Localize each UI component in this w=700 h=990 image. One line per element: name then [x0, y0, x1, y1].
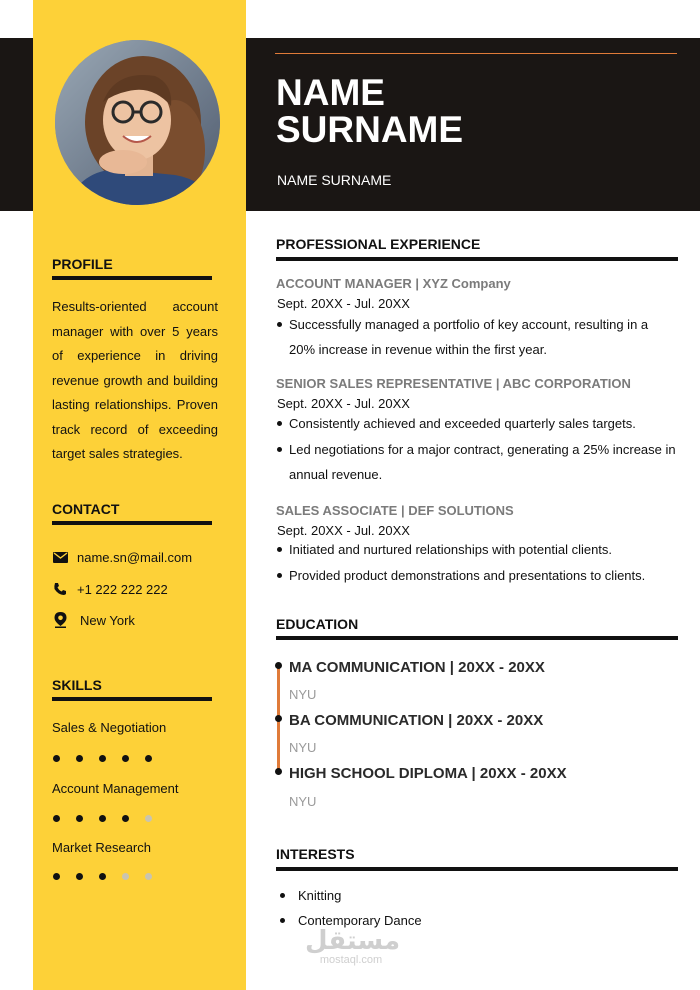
timeline-dot — [275, 768, 282, 775]
rating-dot-filled — [76, 873, 83, 880]
rating-dot-filled — [122, 755, 129, 762]
contact-phone — [52, 581, 168, 597]
profile-text: Results-oriented account manager with over 5 years of experience in driving revenue growth and building lasting relationships. Proven track record of exceeding target sales strategies. — [52, 299, 218, 461]
job-dates: Sept. 20XX - Jul. 20XX — [277, 296, 410, 311]
job-title: SALES ASSOCIATE | DEF SOLUTIONS — [276, 503, 514, 518]
profile-heading: PROFILE — [52, 256, 113, 272]
skill-name: Account Management — [52, 781, 179, 796]
interests-heading: INTERESTS — [276, 846, 355, 862]
rating-dot-empty — [145, 873, 152, 880]
rating-dot-filled — [99, 873, 106, 880]
timeline-dot — [275, 662, 282, 669]
rating-dot-filled — [99, 755, 106, 762]
skill-name: Sales & Negotiation — [52, 720, 167, 735]
contact-email-text: name.sn@mail.com — [77, 549, 193, 565]
skill-rating — [53, 815, 168, 822]
rating-dot-filled — [53, 873, 60, 880]
phone-icon — [52, 581, 68, 597]
skills-heading: SKILLS — [52, 677, 102, 693]
experience-heading: PROFESSIONAL EXPERIENCE — [276, 236, 481, 252]
contact-location-text: New York — [80, 612, 135, 628]
name-line-1: NAME — [276, 72, 385, 113]
rating-dot-filled — [99, 815, 106, 822]
name-line-2: SURNAME — [276, 109, 464, 150]
contact-email — [52, 549, 192, 565]
rating-dot-filled — [122, 815, 129, 822]
education-place: NYU — [289, 794, 317, 809]
education-title: MA COMMUNICATION | 20XX - 20XX — [289, 659, 545, 676]
education-title: HIGH SCHOOL DIPLOMA | 20XX - 20XX — [289, 765, 567, 782]
rating-dot-empty — [122, 873, 129, 880]
location-pin-icon — [52, 612, 68, 628]
rating-dot-filled — [76, 755, 83, 762]
education-rule — [276, 636, 678, 640]
experience-rule — [276, 257, 678, 261]
rating-dot-filled — [145, 755, 152, 762]
skill-name: Market Research — [52, 840, 151, 855]
job-bullet: Led negotiations for a major contract, generating a 25% increase in annual revenue. — [276, 438, 676, 487]
job-dates: Sept. 20XX - Jul. 20XX — [277, 523, 410, 538]
interests-rule — [276, 867, 678, 871]
watermark-logo — [305, 925, 401, 966]
skills-rule — [52, 697, 212, 701]
job-bullet: Consistently achieved and exceeded quarterly sales targets. — [276, 412, 676, 437]
skill-rating — [53, 755, 168, 762]
name-title — [276, 74, 463, 148]
contact-phone-text: +1 222 222 222 — [77, 581, 168, 597]
job-dates: Sept. 20XX - Jul. 20XX — [277, 396, 410, 411]
rating-dot-empty — [145, 815, 152, 822]
rating-dot-filled — [53, 815, 60, 822]
education-title: BA COMMUNICATION | 20XX - 20XX — [289, 712, 544, 729]
contact-heading: CONTACT — [52, 501, 120, 517]
rating-dot-filled — [53, 755, 60, 762]
rating-dot-filled — [76, 815, 83, 822]
education-place: NYU — [289, 740, 317, 755]
contact-rule — [52, 521, 212, 525]
envelope-icon — [52, 549, 68, 565]
timeline-dot — [275, 715, 282, 722]
job-title: SENIOR SALES REPRESENTATIVE | ABC CORPORATION — [276, 376, 631, 391]
watermark-latin: mostaql.com — [319, 954, 383, 966]
watermark-arabic: مستقل — [305, 925, 401, 955]
profile-photo — [55, 40, 220, 205]
education-place: NYU — [289, 687, 317, 702]
interest-item: Contemporary Dance — [276, 913, 422, 928]
contact-location — [52, 612, 135, 628]
job-title: ACCOUNT MANAGER | XYZ Company — [276, 276, 511, 291]
education-heading: EDUCATION — [276, 616, 359, 632]
profile-rule — [52, 276, 212, 280]
job-bullet: Successfully managed a portfolio of key account, resulting in a 20% increase in revenue within the first year. — [276, 313, 676, 362]
skill-rating — [53, 873, 168, 880]
name-subtitle: NAME SURNAME — [277, 172, 392, 188]
job-bullet: Provided product demonstrations and presentations to clients. — [276, 564, 676, 589]
header-accent-line — [275, 53, 677, 54]
job-bullet: Initiated and nurtured relationships with potential clients. — [276, 538, 676, 563]
interest-item: Knitting — [276, 888, 341, 903]
